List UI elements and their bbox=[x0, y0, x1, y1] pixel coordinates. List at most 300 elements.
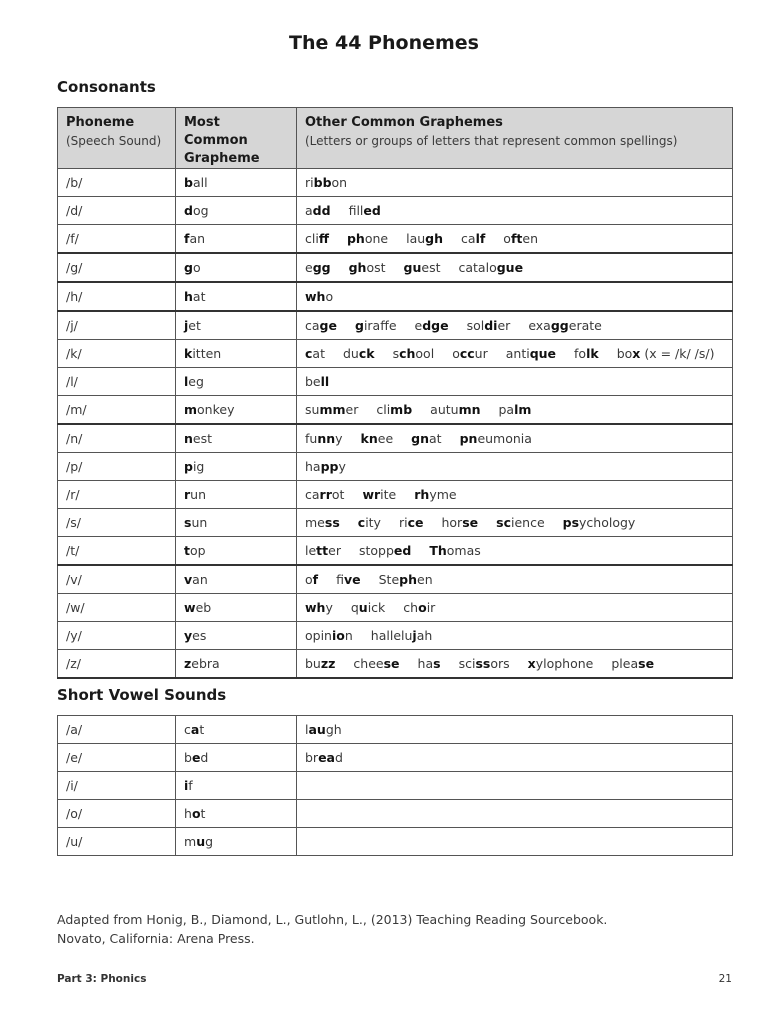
grapheme-word bbox=[563, 515, 636, 530]
grapheme-text: ha bbox=[305, 459, 321, 474]
grapheme-text: o bbox=[325, 289, 334, 304]
phoneme-cell: /p/ bbox=[58, 453, 176, 481]
phoneme-cell: /s/ bbox=[58, 509, 176, 537]
grapheme-highlight: i bbox=[184, 778, 189, 793]
grapheme-highlight: wr bbox=[362, 487, 381, 502]
grapheme-word bbox=[305, 600, 333, 615]
grapheme-text: ylophone bbox=[535, 656, 594, 671]
grapheme-word bbox=[459, 260, 524, 275]
common-grapheme-cell bbox=[176, 828, 297, 856]
common-grapheme-cell bbox=[176, 169, 297, 197]
grapheme-text: one bbox=[364, 231, 389, 246]
phoneme-cell: /m/ bbox=[58, 396, 176, 425]
grapheme-highlight: v bbox=[184, 572, 193, 587]
table-row bbox=[58, 800, 733, 828]
grapheme-highlight: mb bbox=[390, 402, 413, 417]
common-grapheme-cell bbox=[176, 744, 297, 772]
citation-line-1: Adapted from Honig, B., Diamond, L., Gutlohn, L., (2013) Teaching Reading Sourcebook. bbox=[57, 912, 608, 927]
common-grapheme-cell bbox=[176, 453, 297, 481]
grapheme-text: ychology bbox=[579, 515, 636, 530]
grapheme-text: en bbox=[417, 572, 433, 587]
grapheme-text: eb bbox=[195, 600, 212, 615]
common-grapheme-cell bbox=[176, 396, 297, 425]
grapheme-text: t bbox=[200, 806, 206, 821]
grapheme-word bbox=[305, 572, 318, 587]
grapheme-highlight: cc bbox=[459, 346, 475, 361]
grapheme-text: ri bbox=[305, 175, 314, 190]
grapheme-text: lau bbox=[406, 231, 426, 246]
grapheme-text: b bbox=[184, 750, 192, 765]
grapheme-text: est bbox=[192, 431, 213, 446]
consonants-table bbox=[57, 107, 733, 679]
grapheme-text: er bbox=[328, 543, 341, 558]
grapheme-word bbox=[305, 402, 358, 417]
grapheme-text: catalo bbox=[458, 260, 497, 275]
grapheme-highlight: u bbox=[196, 834, 206, 849]
phoneme-cell: /l/ bbox=[58, 368, 176, 396]
grapheme-text: fill bbox=[348, 203, 364, 218]
grapheme-highlight: au bbox=[308, 722, 326, 737]
other-graphemes-cell bbox=[297, 744, 733, 772]
grapheme-word bbox=[415, 318, 449, 333]
grapheme-word bbox=[305, 487, 344, 502]
grapheme-text: cli bbox=[305, 231, 319, 246]
grapheme-word bbox=[305, 346, 325, 361]
phoneme-cell: /f/ bbox=[58, 225, 176, 254]
grapheme-text: ost bbox=[366, 260, 386, 275]
phoneme-cell: /e/ bbox=[58, 744, 176, 772]
grapheme-highlight: lm bbox=[514, 402, 532, 417]
common-grapheme-cell bbox=[176, 622, 297, 650]
short-vowels-table-body bbox=[58, 716, 733, 856]
grapheme-highlight: f bbox=[184, 231, 190, 246]
common-grapheme-cell bbox=[176, 368, 297, 396]
grapheme-word bbox=[184, 431, 212, 446]
other-graphemes-cell bbox=[297, 716, 733, 744]
grapheme-highlight: ph bbox=[399, 572, 418, 587]
phoneme-cell: /o/ bbox=[58, 800, 176, 828]
grapheme-word bbox=[406, 231, 443, 246]
common-grapheme-cell bbox=[176, 253, 297, 282]
grapheme-text: cli bbox=[376, 402, 391, 417]
grapheme-text: ca bbox=[461, 231, 476, 246]
other-graphemes-cell bbox=[297, 594, 733, 622]
grapheme-word bbox=[305, 628, 353, 643]
grapheme-text: fu bbox=[305, 431, 318, 446]
grapheme-word bbox=[349, 203, 381, 218]
grapheme-highlight: sc bbox=[496, 515, 511, 530]
common-grapheme-cell bbox=[176, 716, 297, 744]
header-other-label: Other Common Graphemes bbox=[305, 115, 503, 130]
grapheme-highlight: d bbox=[184, 203, 193, 218]
grapheme-highlight: g bbox=[354, 318, 364, 333]
grapheme-text: es bbox=[192, 628, 207, 643]
grapheme-highlight: ph bbox=[346, 231, 365, 246]
grapheme-word bbox=[496, 515, 545, 530]
common-grapheme-cell bbox=[176, 197, 297, 225]
grapheme-word bbox=[184, 487, 206, 502]
grapheme-highlight: ss bbox=[475, 656, 491, 671]
grapheme-text: ity bbox=[365, 515, 381, 530]
grapheme-text: me bbox=[305, 515, 325, 530]
grapheme-text: y bbox=[335, 431, 343, 446]
other-graphemes-cell bbox=[297, 650, 733, 679]
grapheme-word bbox=[343, 346, 375, 361]
other-graphemes-cell bbox=[297, 424, 733, 453]
grapheme-highlight: se bbox=[462, 515, 479, 530]
grapheme-word bbox=[528, 656, 594, 671]
grapheme-word bbox=[184, 778, 193, 793]
grapheme-highlight: ch bbox=[399, 346, 416, 361]
grapheme-word bbox=[393, 346, 435, 361]
grapheme-word bbox=[362, 487, 396, 502]
grapheme-highlight: f bbox=[312, 572, 319, 587]
other-graphemes-cell bbox=[297, 481, 733, 509]
header-other-sub: (Letters or groups of letters that represent common spellings) bbox=[305, 134, 678, 148]
page-number: 21 bbox=[718, 973, 732, 985]
grapheme-text: d bbox=[335, 750, 343, 765]
other-graphemes-cell bbox=[297, 340, 733, 368]
grapheme-highlight: lk bbox=[586, 346, 599, 361]
grapheme-highlight: r bbox=[184, 487, 191, 502]
phoneme-cell: /z/ bbox=[58, 650, 176, 679]
grapheme-word bbox=[184, 600, 211, 615]
grapheme-word bbox=[184, 346, 221, 361]
grapheme-text: y bbox=[338, 459, 346, 474]
grapheme-word bbox=[184, 402, 234, 417]
grapheme-word bbox=[452, 346, 488, 361]
table-row bbox=[58, 565, 733, 594]
common-grapheme-cell bbox=[176, 282, 297, 311]
grapheme-text: itten bbox=[192, 346, 222, 361]
grapheme-word bbox=[371, 628, 433, 643]
phoneme-cell: /d/ bbox=[58, 197, 176, 225]
header-phoneme bbox=[58, 108, 176, 169]
table-row bbox=[58, 828, 733, 856]
header-other-graphemes bbox=[297, 108, 733, 169]
grapheme-highlight: s bbox=[184, 515, 192, 530]
common-grapheme-cell bbox=[176, 772, 297, 800]
table-row bbox=[58, 594, 733, 622]
grapheme-highlight: mm bbox=[319, 402, 346, 417]
table-row bbox=[58, 169, 733, 197]
grapheme-text: eg bbox=[188, 374, 204, 389]
phoneme-cell: /v/ bbox=[58, 565, 176, 594]
other-graphemes-cell bbox=[297, 565, 733, 594]
consonants-table-body bbox=[58, 169, 733, 679]
grapheme-word bbox=[528, 318, 602, 333]
grapheme-text: omas bbox=[446, 543, 481, 558]
grapheme-text: chee bbox=[353, 656, 384, 671]
grapheme-highlight: rh bbox=[414, 487, 430, 502]
table-row bbox=[58, 253, 733, 282]
grapheme-text: y bbox=[325, 600, 333, 615]
grapheme-word bbox=[430, 402, 480, 417]
other-graphemes-cell bbox=[297, 396, 733, 425]
citation-line-2: Novato, California: Arena Press. bbox=[57, 931, 255, 946]
grapheme-highlight: zz bbox=[320, 656, 336, 671]
grapheme-highlight: se bbox=[638, 656, 655, 671]
page-title: The 44 Phonemes bbox=[289, 32, 479, 54]
grapheme-text: un bbox=[191, 515, 208, 530]
grapheme-word bbox=[184, 543, 206, 558]
common-grapheme-cell bbox=[176, 424, 297, 453]
grapheme-text: pa bbox=[498, 402, 515, 417]
grapheme-highlight: gu bbox=[403, 260, 422, 275]
grapheme-word bbox=[351, 600, 385, 615]
grapheme-text: est bbox=[421, 260, 441, 275]
grapheme-highlight: gue bbox=[496, 260, 524, 275]
grapheme-text: o bbox=[452, 346, 460, 361]
grapheme-word bbox=[461, 231, 485, 246]
grapheme-highlight: dd bbox=[312, 203, 331, 218]
grapheme-text: ebra bbox=[191, 656, 220, 671]
phoneme-cell: /w/ bbox=[58, 594, 176, 622]
grapheme-highlight: n bbox=[184, 431, 193, 446]
grapheme-word bbox=[499, 402, 532, 417]
other-graphemes-cell bbox=[297, 509, 733, 537]
grapheme-text: ot bbox=[331, 487, 345, 502]
table-row bbox=[58, 622, 733, 650]
grapheme-word bbox=[305, 656, 335, 671]
table-row bbox=[58, 453, 733, 481]
grapheme-text: plea bbox=[611, 656, 639, 671]
other-graphemes-cell bbox=[297, 828, 733, 856]
common-grapheme-cell bbox=[176, 800, 297, 828]
grapheme-text: du bbox=[342, 346, 359, 361]
grapheme-text: (x = /k/ /s/) bbox=[640, 346, 715, 361]
grapheme-text: ri bbox=[398, 515, 408, 530]
grapheme-text: og bbox=[192, 203, 209, 218]
grapheme-text: ca bbox=[305, 487, 320, 502]
phoneme-cell: /j/ bbox=[58, 311, 176, 340]
grapheme-text: o bbox=[192, 260, 201, 275]
grapheme-word bbox=[411, 431, 441, 446]
grapheme-highlight: ce bbox=[407, 515, 424, 530]
table-row bbox=[58, 311, 733, 340]
grapheme-text: n bbox=[344, 628, 353, 643]
grapheme-word bbox=[399, 515, 424, 530]
grapheme-text: f bbox=[188, 778, 193, 793]
grapheme-word bbox=[184, 231, 205, 246]
grapheme-word bbox=[506, 346, 556, 361]
grapheme-text: at bbox=[312, 346, 325, 361]
grapheme-text: iraffe bbox=[363, 318, 397, 333]
grapheme-text: Ste bbox=[378, 572, 400, 587]
grapheme-highlight: gh bbox=[348, 260, 367, 275]
common-grapheme-cell bbox=[176, 509, 297, 537]
grapheme-word bbox=[184, 628, 206, 643]
phoneme-cell: /a/ bbox=[58, 716, 176, 744]
grapheme-text: l bbox=[305, 722, 309, 737]
grapheme-text: opin bbox=[305, 628, 332, 643]
grapheme-text: all bbox=[192, 175, 208, 190]
table-row bbox=[58, 396, 733, 425]
grapheme-highlight: tt bbox=[316, 543, 329, 558]
grapheme-text: en bbox=[522, 231, 538, 246]
other-graphemes-cell bbox=[297, 169, 733, 197]
grapheme-highlight: z bbox=[184, 656, 192, 671]
grapheme-text: le bbox=[305, 543, 317, 558]
table-row bbox=[58, 282, 733, 311]
grapheme-word bbox=[355, 318, 397, 333]
grapheme-word bbox=[349, 260, 386, 275]
grapheme-highlight: ck bbox=[358, 346, 375, 361]
common-grapheme-cell bbox=[176, 225, 297, 254]
grapheme-highlight: o bbox=[418, 600, 427, 615]
citation bbox=[57, 910, 607, 948]
common-grapheme-cell bbox=[176, 565, 297, 594]
grapheme-highlight: o bbox=[191, 806, 201, 821]
grapheme-text: er bbox=[345, 402, 359, 417]
grapheme-word bbox=[184, 806, 205, 821]
grapheme-highlight: c bbox=[305, 346, 313, 361]
grapheme-highlight: t bbox=[184, 543, 190, 558]
grapheme-highlight: ps bbox=[562, 515, 580, 530]
other-graphemes-cell bbox=[297, 282, 733, 311]
grapheme-text: c bbox=[184, 722, 191, 737]
phoneme-cell: /t/ bbox=[58, 537, 176, 566]
grapheme-text: bo bbox=[616, 346, 633, 361]
grapheme-text: e bbox=[305, 260, 313, 275]
grapheme-word bbox=[305, 374, 329, 389]
phoneme-cell: /i/ bbox=[58, 772, 176, 800]
grapheme-word bbox=[347, 231, 388, 246]
grapheme-highlight: w bbox=[184, 600, 196, 615]
grapheme-word bbox=[305, 260, 331, 275]
grapheme-text: e bbox=[414, 318, 423, 333]
common-grapheme-cell bbox=[176, 537, 297, 566]
grapheme-word bbox=[184, 260, 201, 275]
table-row bbox=[58, 537, 733, 566]
grapheme-text: sol bbox=[466, 318, 485, 333]
grapheme-text: at bbox=[192, 289, 206, 304]
header-phoneme-sub: (Speech Sound) bbox=[66, 134, 162, 148]
grapheme-word bbox=[379, 572, 433, 587]
grapheme-text: ors bbox=[490, 656, 510, 671]
grapheme-text: ir bbox=[426, 600, 436, 615]
grapheme-word bbox=[376, 402, 412, 417]
grapheme-word bbox=[403, 600, 435, 615]
grapheme-text: autu bbox=[430, 402, 459, 417]
phoneme-cell: /r/ bbox=[58, 481, 176, 509]
grapheme-text: et bbox=[188, 318, 201, 333]
grapheme-word bbox=[361, 431, 394, 446]
grapheme-word bbox=[418, 656, 441, 671]
grapheme-highlight: p bbox=[184, 459, 193, 474]
grapheme-highlight: gg bbox=[312, 260, 331, 275]
grapheme-text: sci bbox=[458, 656, 476, 671]
header-phoneme-label: Phoneme bbox=[66, 115, 135, 130]
grapheme-word bbox=[305, 722, 342, 737]
grapheme-text: ca bbox=[305, 318, 320, 333]
grapheme-highlight: g bbox=[184, 260, 193, 275]
grapheme-text: un bbox=[190, 487, 207, 502]
grapheme-highlight: x bbox=[632, 346, 641, 361]
table-row bbox=[58, 481, 733, 509]
table-row bbox=[58, 650, 733, 679]
grapheme-highlight: io bbox=[331, 628, 345, 643]
grapheme-highlight: wh bbox=[305, 289, 326, 304]
grapheme-word bbox=[404, 260, 441, 275]
grapheme-highlight: ed bbox=[393, 543, 412, 558]
grapheme-text: q bbox=[350, 600, 359, 615]
grapheme-highlight: rr bbox=[319, 487, 332, 502]
grapheme-text: ience bbox=[510, 515, 545, 530]
grapheme-highlight: Th bbox=[429, 543, 447, 558]
grapheme-word bbox=[414, 487, 456, 502]
grapheme-highlight: bb bbox=[313, 175, 332, 190]
grapheme-highlight: j bbox=[412, 628, 417, 643]
grapheme-word bbox=[305, 318, 337, 333]
grapheme-text: ick bbox=[367, 600, 386, 615]
grapheme-word bbox=[184, 572, 208, 587]
grapheme-word bbox=[617, 346, 715, 361]
grapheme-highlight: dge bbox=[422, 318, 449, 333]
grapheme-text: ha bbox=[417, 656, 434, 671]
grapheme-highlight: ea bbox=[318, 750, 335, 765]
grapheme-highlight: gh bbox=[425, 231, 444, 246]
grapheme-highlight: j bbox=[184, 318, 189, 333]
common-grapheme-cell bbox=[176, 481, 297, 509]
grapheme-word bbox=[305, 431, 343, 446]
phoneme-cell: /u/ bbox=[58, 828, 176, 856]
grapheme-text: su bbox=[305, 402, 320, 417]
grapheme-word bbox=[359, 543, 411, 558]
other-graphemes-cell bbox=[297, 622, 733, 650]
grapheme-text: m bbox=[184, 834, 197, 849]
common-grapheme-cell bbox=[176, 594, 297, 622]
grapheme-text: ool bbox=[415, 346, 435, 361]
grapheme-text: h bbox=[184, 806, 192, 821]
short-vowels-table bbox=[57, 715, 733, 856]
consonants-section-title: Consonants bbox=[57, 78, 156, 96]
table-row bbox=[58, 772, 733, 800]
grapheme-word bbox=[305, 515, 340, 530]
table-row bbox=[58, 744, 733, 772]
grapheme-word bbox=[441, 515, 478, 530]
header-common-grapheme bbox=[176, 108, 297, 169]
grapheme-text: ig bbox=[192, 459, 205, 474]
other-graphemes-cell bbox=[297, 772, 733, 800]
grapheme-word bbox=[459, 656, 510, 671]
grapheme-text: be bbox=[305, 374, 321, 389]
grapheme-word bbox=[460, 431, 532, 446]
grapheme-word bbox=[358, 515, 381, 530]
other-graphemes-cell bbox=[297, 253, 733, 282]
grapheme-text: t bbox=[199, 722, 205, 737]
grapheme-text: g bbox=[205, 834, 214, 849]
grapheme-text: fo bbox=[574, 346, 587, 361]
grapheme-word bbox=[611, 656, 654, 671]
table-row bbox=[58, 225, 733, 254]
grapheme-text: er bbox=[497, 318, 511, 333]
grapheme-word bbox=[184, 750, 208, 765]
grapheme-highlight: wh bbox=[305, 600, 326, 615]
grapheme-word bbox=[184, 203, 209, 218]
common-grapheme-cell bbox=[176, 340, 297, 368]
grapheme-text: eumonia bbox=[477, 431, 532, 446]
grapheme-highlight: e bbox=[191, 750, 201, 765]
grapheme-text: ch bbox=[403, 600, 419, 615]
grapheme-word bbox=[184, 459, 204, 474]
grapheme-text: op bbox=[189, 543, 206, 558]
grapheme-highlight: a bbox=[190, 722, 200, 737]
grapheme-text: yme bbox=[429, 487, 457, 502]
grapheme-highlight: b bbox=[184, 175, 193, 190]
other-graphemes-cell bbox=[297, 368, 733, 396]
grapheme-highlight: nn bbox=[317, 431, 336, 446]
